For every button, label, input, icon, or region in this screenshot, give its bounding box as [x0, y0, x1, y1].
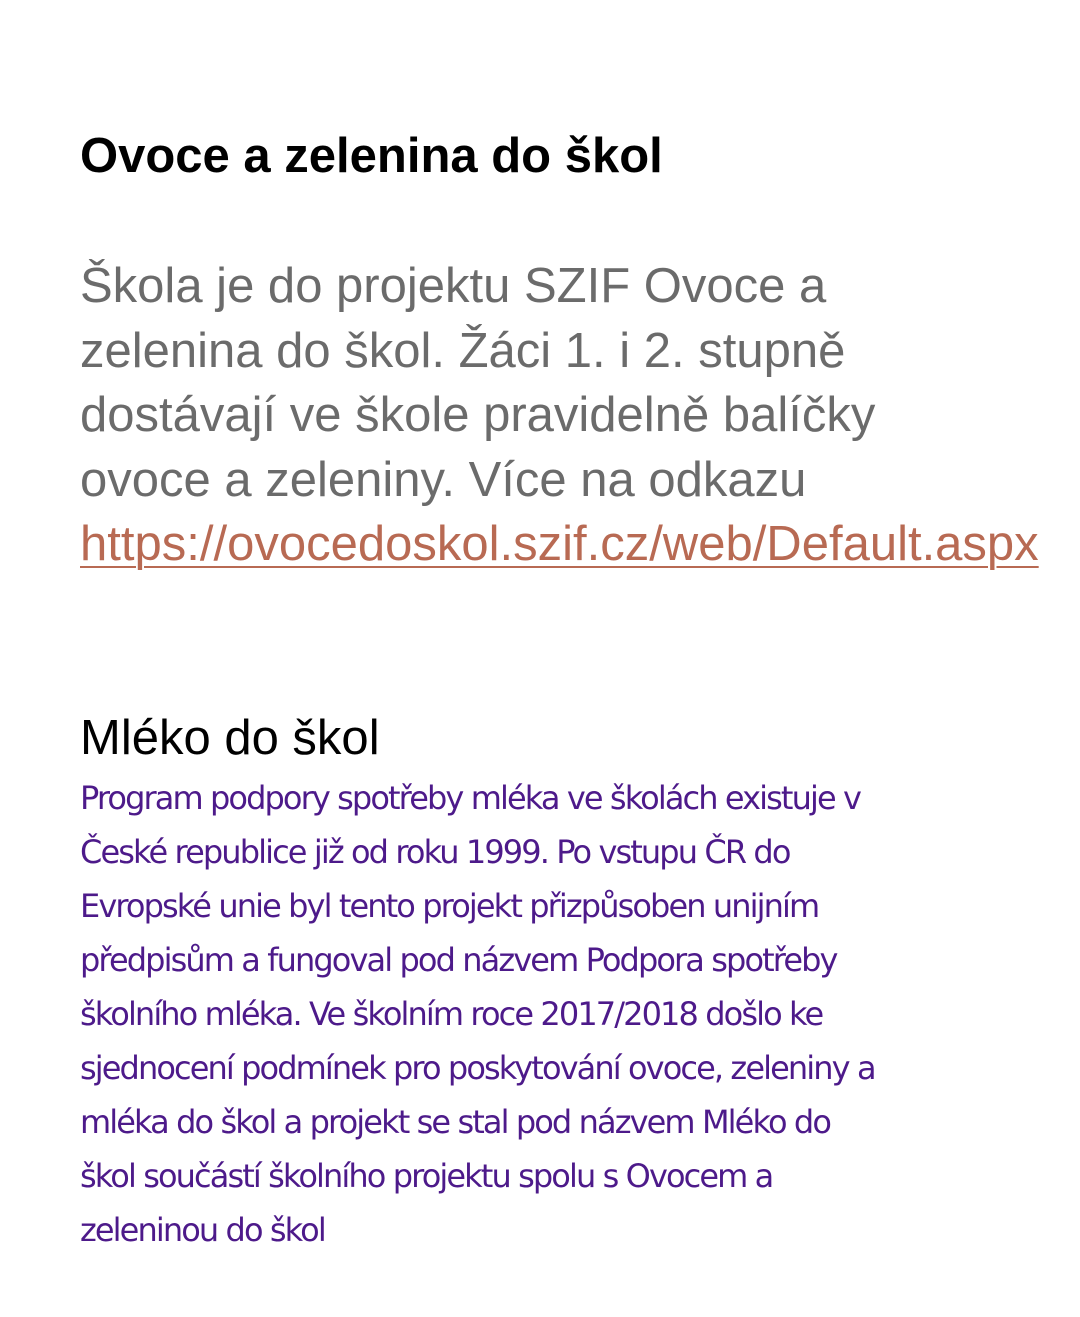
section-title-milk: Mléko do škol: [80, 711, 380, 765]
milk-text-line: zeleninou do škol: [80, 1211, 325, 1249]
section-title-fruit-vegetables: Ovoce a zelenina do škol: [80, 129, 663, 183]
milk-text-line: sjednocení podmínek pro poskytování ovoce, zeleniny a: [80, 1049, 875, 1087]
milk-text-line: mléka do škol a projekt se stal pod názvem Mléko do: [80, 1103, 830, 1141]
milk-text-line: Evropské unie byl tento projekt přizpůsoben unijním: [80, 887, 819, 925]
milk-program-text: [80, 771, 1010, 1257]
szif-link[interactable]: https://ovocedoskol.szif.cz/web/Default.aspx: [80, 517, 1039, 571]
milk-text-line: České republice již od roku 1999. Po vstupu ČR do: [80, 833, 790, 871]
milk-text-line: předpisům a fungoval pod názvem Podpora spotřeby: [80, 941, 837, 979]
intro-text: Škola je do projektu SZIF Ovoce a zelenina do škol. Žáci 1. i 2. stupně dostávají ve škole pravidelně balíčky ovoce a zeleniny. Více na odkazu: [80, 259, 876, 507]
milk-text-line: Program podpory spotřeby mléka ve školách existuje v: [80, 779, 861, 817]
milk-text-line: škol součástí školního projektu spolu s Ovocem a: [80, 1157, 773, 1195]
section-intro-text: [80, 254, 1039, 577]
milk-text-line: školního mléka. Ve školním roce 2017/2018 došlo ke: [80, 995, 823, 1033]
